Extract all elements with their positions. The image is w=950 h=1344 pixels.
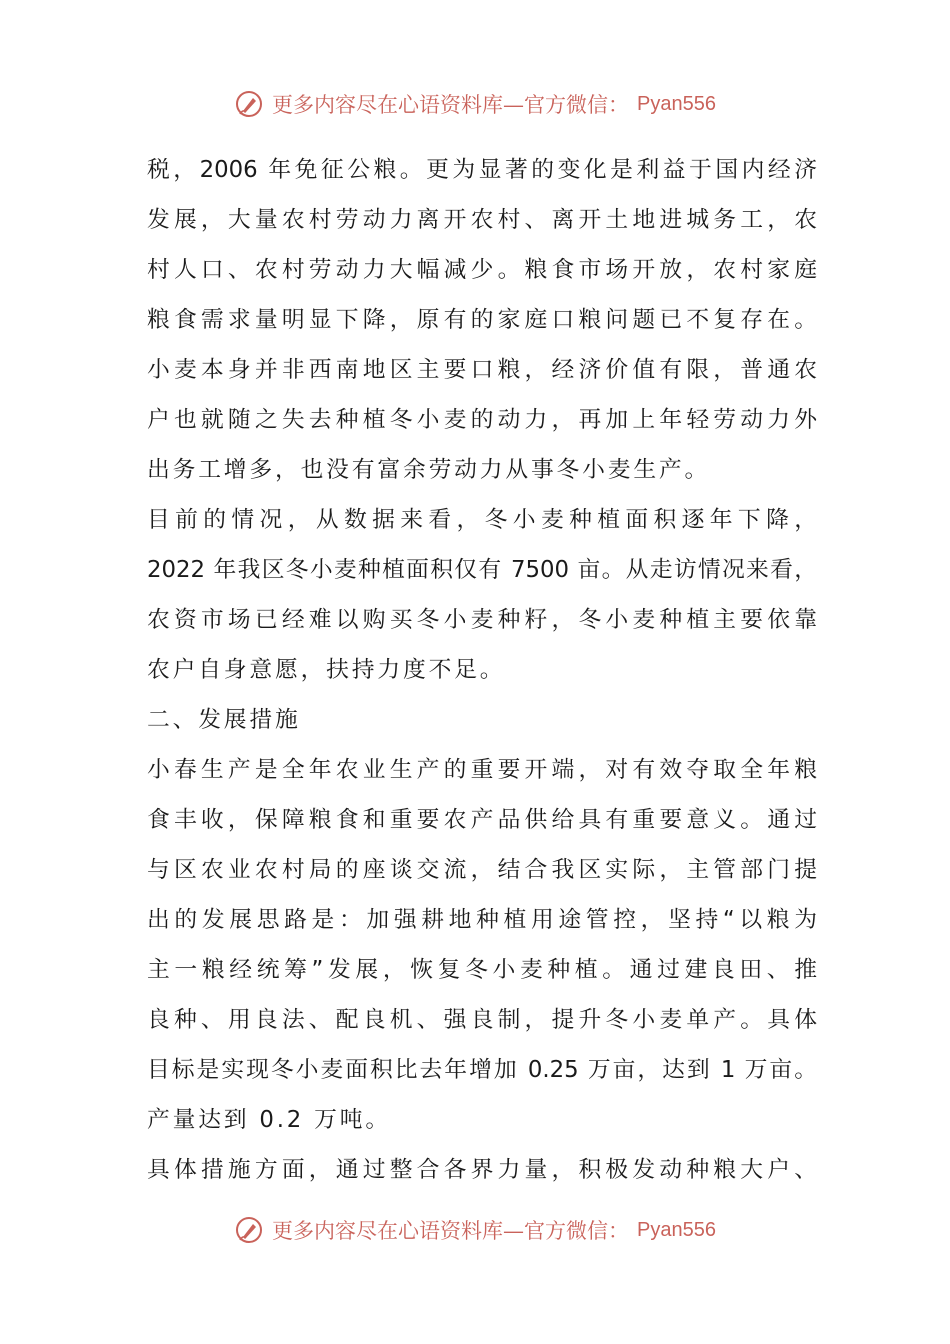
text-line: 2022 年我区冬小麦种植面积仅有 7500 亩。从走访情况来看，	[147, 557, 817, 583]
text-line: 良种、用良法、配良机、强良制，提升冬小麦单产。具体	[147, 1007, 817, 1033]
watermark-text: 更多内容尽在心语资料库—官方微信：	[272, 1219, 630, 1243]
paragraph	[147, 745, 817, 1145]
text-line: 税，2006 年免征公粮。更为显著的变化是利益于国内经济	[147, 157, 817, 183]
text-line: 出的发展思路是：加强耕地种植用途管控，坚持“以粮为	[147, 907, 817, 933]
text-line: 农资市场已经难以购买冬小麦种籽，冬小麦种植主要依靠	[147, 607, 817, 633]
footer-watermark	[0, 1210, 950, 1250]
text-line: 户也就随之失去种植冬小麦的动力，再加上年轻劳动力外	[147, 407, 817, 433]
text-line: 目标是实现冬小麦面积比去年增加 0.25 万亩，达到 1 万亩。	[147, 1057, 817, 1083]
text-line: 粮食需求量明显下降，原有的家庭口粮问题已不复存在。	[147, 307, 817, 333]
text-line: 小春生产是全年农业生产的重要开端，对有效夺取全年粮	[147, 757, 817, 783]
pen-nib-icon	[234, 89, 264, 119]
document-body	[147, 145, 817, 1195]
text-line: 村人口、农村劳动力大幅减少。粮食市场开放，农村家庭	[147, 257, 817, 283]
watermark-handle: Pyan556	[637, 1218, 716, 1241]
text-line: 农户自身意愿，扶持力度不足。	[147, 657, 506, 683]
text-line: 主一粮经统筹”发展，恢复冬小麦种植。通过建良田、推	[147, 957, 817, 983]
paragraph	[147, 495, 817, 695]
section-heading	[147, 695, 817, 745]
text-line: 目前的情况，从数据来看，冬小麦种植面积逐年下降，	[147, 507, 817, 533]
text-line: 出务工增多，也没有富余劳动力从事冬小麦生产。	[147, 457, 711, 483]
text-line: 具体措施方面，通过整合各界力量，积极发动种粮大户、	[147, 1157, 817, 1183]
header-watermark	[0, 84, 950, 124]
text-line: 小麦本身并非西南地区主要口粮，经济价值有限，普通农	[147, 357, 817, 383]
pen-nib-icon	[234, 1215, 264, 1245]
paragraph	[147, 145, 817, 495]
heading-line: 二、发展措施	[147, 707, 301, 733]
paragraph	[147, 1145, 817, 1195]
watermark-handle: Pyan556	[637, 92, 716, 115]
text-line: 发展，大量农村劳动力离开农村、离开土地进城务工，农	[147, 207, 817, 233]
text-line: 食丰收，保障粮食和重要农产品供给具有重要意义。通过	[147, 807, 817, 833]
text-line: 与区农业农村局的座谈交流，结合我区实际，主管部门提	[147, 857, 817, 883]
watermark-text: 更多内容尽在心语资料库—官方微信：	[272, 93, 630, 117]
text-line: 产量达到 0.2 万吨。	[147, 1107, 391, 1133]
